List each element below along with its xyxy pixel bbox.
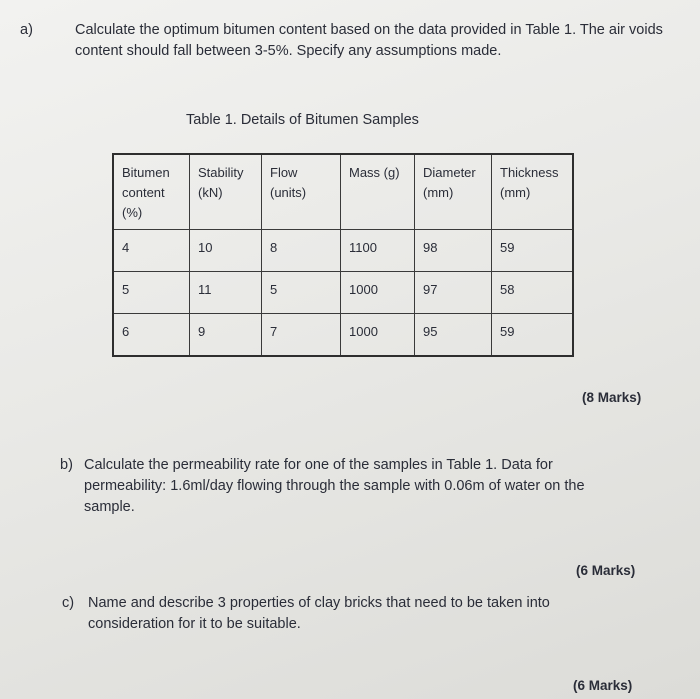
header-bitumen-content: Bitumen content (%) <box>113 154 190 230</box>
table-cell: 5 <box>262 272 341 314</box>
table-caption: Table 1. Details of Bitumen Samples <box>186 112 419 128</box>
table-cell: 1000 <box>341 314 415 357</box>
table-cell: 4 <box>113 230 190 272</box>
header-mass: Mass (g) <box>341 154 415 230</box>
question-a-marks: (8 Marks) <box>582 390 642 405</box>
table-cell: 97 <box>415 272 492 314</box>
table-cell: 59 <box>492 314 574 357</box>
table-cell: 7 <box>262 314 341 357</box>
header-diameter: Diameter (mm) <box>415 154 492 230</box>
table-row <box>113 272 573 314</box>
header-flow: Flow (units) <box>262 154 341 230</box>
table-cell: 59 <box>492 230 574 272</box>
question-a-text: Calculate the optimum bitumen content based on the data provided in Table 1. The air voids content should fall between 3-5%. Specify any assumptions made. <box>75 22 663 59</box>
header-stability: Stability (kN) <box>190 154 262 230</box>
question-b-text: Calculate the permeability rate for one of the samples in Table 1. Data for permeability: 1.6ml/day flowing through the sample with 0.06m of water on the sample. <box>84 457 585 515</box>
table-cell: 98 <box>415 230 492 272</box>
table-cell: 9 <box>190 314 262 357</box>
table-row <box>113 230 573 272</box>
header-thickness: Thickness (mm) <box>492 154 574 230</box>
question-c-label: c) <box>62 595 75 611</box>
question-c-text: Name and describe 3 properties of clay bricks that need to be taken into consideration for it to be suitable. <box>88 595 550 632</box>
table-cell: 10 <box>190 230 262 272</box>
table-cell: 6 <box>113 314 190 357</box>
table-cell: 95 <box>415 314 492 357</box>
table-cell: 5 <box>113 272 190 314</box>
table-row <box>113 314 573 357</box>
table-cell: 1100 <box>341 230 415 272</box>
table-cell: 1000 <box>341 272 415 314</box>
question-c-marks: (6 Marks) <box>573 678 633 693</box>
bitumen-samples-table <box>112 153 574 357</box>
question-b-marks: (6 Marks) <box>576 563 636 578</box>
table-header-row <box>113 154 573 230</box>
table-cell: 11 <box>190 272 262 314</box>
table-cell: 58 <box>492 272 574 314</box>
question-a-label: a) <box>20 22 33 38</box>
question-b-label: b) <box>60 457 73 473</box>
table-cell: 8 <box>262 230 341 272</box>
